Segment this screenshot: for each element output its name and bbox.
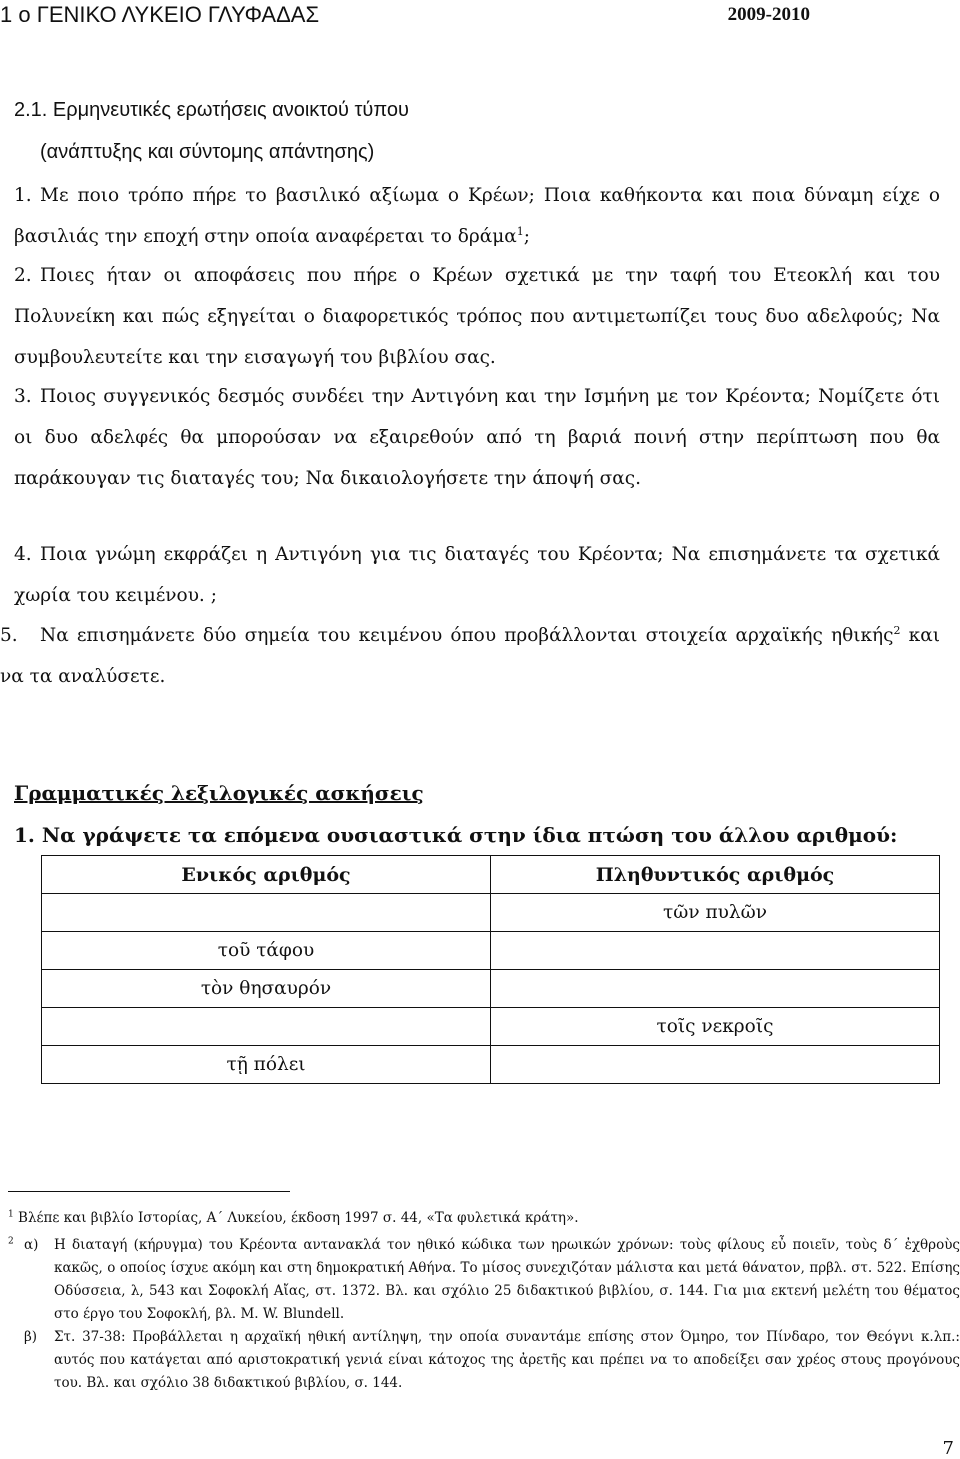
noun-number-table: [41, 855, 940, 1084]
grammar-section-title: Γραμματικές λεξιλογικές ασκήσεις: [14, 781, 424, 805]
table-cell: [491, 1046, 940, 1084]
table-header-row: [42, 856, 940, 894]
section-title: 2.1. Ερμηνευτικές ερωτήσεις ανοικτού τύπου: [14, 99, 409, 121]
question-5: 5. Να επισημάνετε δύο σημεία του κειμένου όπου προβάλλονται στοιχεία αρχαϊκής ηθικής$^2$ και να τα αναλύσετε.: [0, 623, 940, 687]
table-row: [42, 932, 940, 970]
exercise-1-instruction: 1. Να γράψετε τα επόμενα ουσιαστικά στην ίδια πτώση του άλλου αριθμού:: [14, 823, 898, 847]
question-3: 3. Ποιος συγγενικός δεσμός συνδέει την Αντιγόνη και την Ισμήνη με τον Κρέοντα; Νομίζετε ότι οι δυο αδελφές θα μπορούσαν να εξαιρεθούν από τη βαριά ποινή στην περίπτωση που θα παράκουγαν τις διαταγές του; Να δικαιολογήσετε την άποψή σας.: [14, 386, 940, 489]
question-2: 2. Ποιες ήταν οι αποφάσεις που πήρε ο Κρέων σχετικά με την ταφή του Ετεοκλή και του Πολυνείκη και πώς εξηγείται ο διαφορετικός τρόπος που αντιμετωπίζει τους δυο αδελφούς; Να συμβουλευτείτε και την εισαγωγή του βιβλίου σας.: [14, 265, 940, 368]
table-cell: τοῦ τάφου: [42, 932, 491, 970]
table-cell: [491, 932, 940, 970]
school-year: 2009-2010: [727, 4, 810, 25]
footnote-1: $^1$ Βλέπε και βιβλίο Ιστορίας, Α΄ Λυκείου, έκδοση 1997 σ. 44, «Τα φυλετικά κράτη».: [8, 1209, 579, 1226]
footnote-2a: Η διαταγή (κήρυγμα) του Κρέοντα αντανακλά τον ηθικό κώδικα των ηρωικών χρόνων: τοὺς φίλους εὖ ποιεῖν, τοὺς δ΄ ἐχθροὺς κακῶς, ο οποίος ίσχυε ακόμη και στη δημοκρατική Αθήνα. Το μίσος συνεχιζόταν μάλιστα και μετά θάνατον, πρβλ. στ. 522. Επίσης Οδύσσεια, λ, 543 και Σοφοκλή Αἴας, στ. 1372. Βλ. και σχόλιο 25 διδακτικού βιβλίου, σ. 144. Για μια εκτενή μελέτη του θέματος στο έργο του Σοφοκλή, βλ. M. W. Blundell.: [54, 1237, 960, 1322]
page-number: 7: [942, 1438, 954, 1459]
footnote-2b-label: β): [24, 1329, 38, 1345]
footnote-2a-label: α): [24, 1237, 39, 1253]
table-cell: [42, 894, 491, 932]
section-subtitle: (ανάπτυξης και σύντομης απάντησης): [40, 141, 375, 163]
table-cell: [491, 970, 940, 1008]
footnote-separator: [8, 1191, 290, 1192]
table-cell: τῇ πόλει: [42, 1046, 491, 1084]
question-4: 4. Ποια γνώμη εκφράζει η Αντιγόνη για τις διαταγές του Κρέοντα; Να επισημάνετε τα σχετικά χωρία του κειμένου. ;: [14, 544, 940, 606]
table-row: [42, 970, 940, 1008]
table-cell: τὸν θησαυρόν: [42, 970, 491, 1008]
table-cell: τῶν πυλῶν: [491, 894, 940, 932]
header-plural: Πληθυντικός αριθμός: [491, 856, 940, 894]
table-cell: [42, 1008, 491, 1046]
school-header: 1 ο ΓΕΝΙΚΟ ΛΥΚΕΙΟ ΓΛΥΦΑΔΑΣ: [0, 2, 320, 27]
table-row: [42, 1008, 940, 1046]
table-row: [42, 894, 940, 932]
table-row: [42, 1046, 940, 1084]
header-singular: Ενικός αριθμός: [42, 856, 491, 894]
table-cell: τοῖς νεκροῖς: [491, 1008, 940, 1046]
question-1: 1. Με ποιο τρόπο πήρε το βασιλικό αξίωμα ο Κρέων; Ποια καθήκοντα και ποια δύναμη είχε ο βασιλιάς την εποχή στην οποία αναφέρεται το δράμα$^1$;: [14, 185, 940, 247]
footnote-2-mark: 2: [8, 1236, 14, 1247]
footnote-2b: Στ. 37-38: Προβάλλεται η αρχαϊκή ηθική αντίληψη, την οποία συναντάμε επίσης στον Όμηρο, τον Πίνδαρο, τον Θεόγνι κ.λπ.: αυτός που κατάγεται από αριστοκρατική γενιά είναι κάτοχος της ἀρετῆς και πρέπει να το αποδείξει σαν χρέος στους προγόνους του. Βλ. και σχόλιο 38 διδακτικού βιβλίου, σ. 144.: [54, 1329, 960, 1391]
